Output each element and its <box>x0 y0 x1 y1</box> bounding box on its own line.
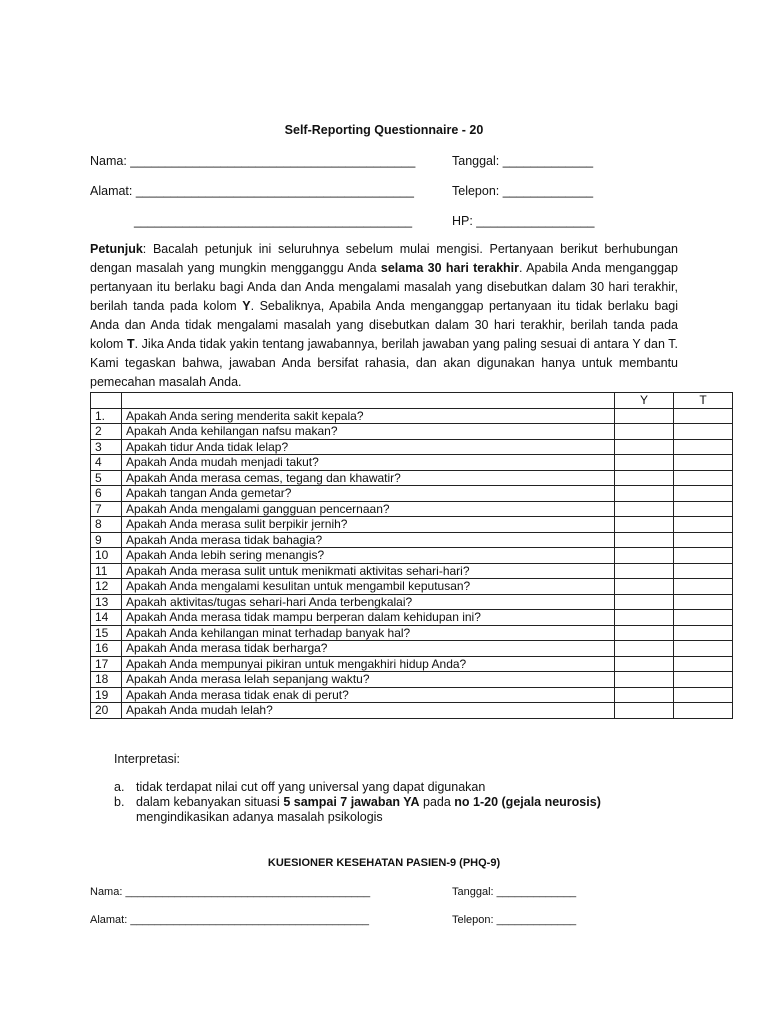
column-header-y: Y <box>615 393 674 409</box>
answer-cell-t[interactable] <box>674 594 733 610</box>
table-row <box>91 517 733 533</box>
answer-cell-y[interactable] <box>615 470 674 486</box>
answer-cell-y[interactable] <box>615 532 674 548</box>
answer-cell-t[interactable] <box>674 501 733 517</box>
question-number: 15 <box>91 625 122 641</box>
answer-cell-y[interactable] <box>615 625 674 641</box>
question-number: 8 <box>91 517 122 533</box>
answer-cell-y[interactable] <box>615 501 674 517</box>
answer-cell-t[interactable] <box>674 486 733 502</box>
question-number: 14 <box>91 610 122 626</box>
question-number: 17 <box>91 656 122 672</box>
question-text: Apakah Anda merasa tidak berharga? <box>122 641 615 657</box>
table-row <box>91 579 733 595</box>
answer-cell-y[interactable] <box>615 594 674 610</box>
question-text: Apakah aktivitas/tugas sehari-hari Anda terbengkalai? <box>122 594 615 610</box>
phq9-name-field[interactable]: Nama: ________________________________________ <box>90 886 371 898</box>
table-row <box>91 625 733 641</box>
answer-cell-t[interactable] <box>674 455 733 471</box>
instructions-label: Petunjuk <box>90 242 143 256</box>
answer-cell-y[interactable] <box>615 579 674 595</box>
answer-cell-y[interactable] <box>615 563 674 579</box>
question-text: Apakah Anda mengalami kesulitan untuk mengambil keputusan? <box>122 579 615 595</box>
answer-cell-y[interactable] <box>615 687 674 703</box>
answer-cell-y[interactable] <box>615 424 674 440</box>
answer-cell-t[interactable] <box>674 656 733 672</box>
question-text: Apakah Anda merasa lelah sepanjang waktu? <box>122 672 615 688</box>
answer-cell-t[interactable] <box>674 517 733 533</box>
question-text: Apakah Anda mudah lelah? <box>122 703 615 719</box>
question-number: 5 <box>91 470 122 486</box>
table-row <box>91 548 733 564</box>
question-text: Apakah Anda kehilangan minat terhadap banyak hal? <box>122 625 615 641</box>
interpretation-item-b-continued: mengindikasikan adanya masalah psikologis <box>136 810 383 824</box>
table-row <box>91 641 733 657</box>
interpretation-item-b: b. dalam kebanyakan situasi 5 sampai 7 jawaban YA pada no 1-20 (gejala neurosis) <box>114 795 601 809</box>
question-text: Apakah Anda mempunyai pikiran untuk mengakhiri hidup Anda? <box>122 656 615 672</box>
question-number: 2 <box>91 424 122 440</box>
name-field[interactable]: Nama: _________________________________________ <box>90 154 416 168</box>
question-number: 12 <box>91 579 122 595</box>
question-text: Apakah tangan Anda gemetar? <box>122 486 615 502</box>
column-header-t: T <box>674 393 733 409</box>
question-number: 1. <box>91 408 122 424</box>
question-number: 3 <box>91 439 122 455</box>
table-row <box>91 470 733 486</box>
answer-cell-t[interactable] <box>674 563 733 579</box>
answer-cell-t[interactable] <box>674 470 733 486</box>
question-number: 18 <box>91 672 122 688</box>
question-text: Apakah Anda mudah menjadi takut? <box>122 455 615 471</box>
answer-cell-t[interactable] <box>674 641 733 657</box>
question-number: 13 <box>91 594 122 610</box>
table-row <box>91 563 733 579</box>
table-header-row <box>91 393 733 409</box>
table-row <box>91 408 733 424</box>
table-row <box>91 486 733 502</box>
table-row <box>91 501 733 517</box>
question-text: Apakah Anda lebih sering menangis? <box>122 548 615 564</box>
phq9-date-field[interactable]: Tanggal: _____________ <box>452 886 577 898</box>
answer-cell-y[interactable] <box>615 656 674 672</box>
answer-cell-t[interactable] <box>674 672 733 688</box>
question-number: 9 <box>91 532 122 548</box>
answer-cell-t[interactable] <box>674 579 733 595</box>
question-text: Apakah Anda merasa tidak mampu berperan dalam kehidupan ini? <box>122 610 615 626</box>
answer-cell-t[interactable] <box>674 424 733 440</box>
questionnaire-table <box>90 392 733 719</box>
phq9-address-field[interactable]: Alamat: _______________________________________ <box>90 914 369 926</box>
answer-cell-t[interactable] <box>674 532 733 548</box>
answer-cell-t[interactable] <box>674 548 733 564</box>
answer-cell-y[interactable] <box>615 517 674 533</box>
question-number: 6 <box>91 486 122 502</box>
answer-cell-y[interactable] <box>615 408 674 424</box>
answer-cell-t[interactable] <box>674 687 733 703</box>
question-text: Apakah Anda merasa sulit untuk menikmati aktivitas sehari-hari? <box>122 563 615 579</box>
question-number: 7 <box>91 501 122 517</box>
answer-cell-y[interactable] <box>615 455 674 471</box>
table-row <box>91 594 733 610</box>
table-row <box>91 424 733 440</box>
question-number: 4 <box>91 455 122 471</box>
phone-field[interactable]: Telepon: _____________ <box>452 184 594 198</box>
hp-field[interactable]: HP: _________________ <box>452 214 595 228</box>
table-row <box>91 687 733 703</box>
question-text: Apakah Anda sering menderita sakit kepala? <box>122 408 615 424</box>
question-text: Apakah Anda merasa tidak enak di perut? <box>122 687 615 703</box>
question-number: 20 <box>91 703 122 719</box>
phq9-phone-field[interactable]: Telepon: _____________ <box>452 914 577 926</box>
answer-cell-y[interactable] <box>615 486 674 502</box>
question-number: 16 <box>91 641 122 657</box>
question-text: Apakah Anda merasa cemas, tegang dan khawatir? <box>122 470 615 486</box>
answer-cell-y[interactable] <box>615 672 674 688</box>
address-field[interactable]: Alamat: ________________________________________ <box>90 184 414 198</box>
table-row <box>91 532 733 548</box>
table-row <box>91 656 733 672</box>
table-row <box>91 610 733 626</box>
answer-cell-y[interactable] <box>615 703 674 719</box>
phq9-title: KUESIONER KESEHATAN PASIEN-9 (PHQ-9) <box>267 857 501 869</box>
header-cell-empty <box>122 393 615 409</box>
question-number: 10 <box>91 548 122 564</box>
table-row <box>91 672 733 688</box>
question-text: Apakah Anda merasa sulit berpikir jernih? <box>122 517 615 533</box>
table-row <box>91 703 733 719</box>
answer-cell-y[interactable] <box>615 548 674 564</box>
interpretation-title: Interpretasi: <box>114 752 181 766</box>
answer-cell-y[interactable] <box>615 610 674 626</box>
answer-cell-t[interactable] <box>674 439 733 455</box>
question-number: 19 <box>91 687 122 703</box>
date-field[interactable]: Tanggal: _____________ <box>452 154 594 168</box>
question-number: 11 <box>91 563 122 579</box>
answer-cell-y[interactable] <box>615 439 674 455</box>
interpretation-item-a: a. tidak terdapat nilai cut off yang universal yang dapat digunakan <box>114 780 486 794</box>
answer-cell-y[interactable] <box>615 641 674 657</box>
question-text: Apakah tidur Anda tidak lelap? <box>122 439 615 455</box>
answer-cell-t[interactable] <box>674 610 733 626</box>
header-cell-empty <box>91 393 122 409</box>
question-text: Apakah Anda kehilangan nafsu makan? <box>122 424 615 440</box>
answer-cell-t[interactable] <box>674 625 733 641</box>
table-row <box>91 439 733 455</box>
address-line2-field[interactable]: ________________________________________ <box>134 214 413 228</box>
answer-cell-t[interactable] <box>674 703 733 719</box>
page-title: Self-Reporting Questionnaire - 20 <box>284 123 484 137</box>
question-text: Apakah Anda merasa tidak bahagia? <box>122 532 615 548</box>
instructions-paragraph: Petunjuk: Bacalah petunjuk ini seluruhnya sebelum mulai mengisi. Pertanyaan berikut berhubungan dengan masalah yang mungkin mengganggu Anda selama 30 hari terakhir. Apabila Anda menganggap pertanyaan itu berlaku bagi Anda dan Anda mengalami masalah yang disebutkan dalam 30 hari terakhir, berilah tanda pada kolom Y. Sebaliknya, Apabila Anda menganggap pertanyaan itu tidak berlaku bagi Anda dan Anda tidak mengalami masalah yang disebutkan dalam 30 hari terakhir, berilah tanda pada kolom T. Jika Anda tidak yakin tentang jawabannya, berilah jawaban yang paling sesuai di antara Y dan T. Kami tegaskan bahwa, jawaban Anda bersifat rahasia, dan akan digunakan hanya untuk membantu pemecahan masalah Anda. <box>90 242 679 389</box>
answer-cell-t[interactable] <box>674 408 733 424</box>
question-text: Apakah Anda mengalami gangguan pencernaan? <box>122 501 615 517</box>
table-row <box>91 455 733 471</box>
